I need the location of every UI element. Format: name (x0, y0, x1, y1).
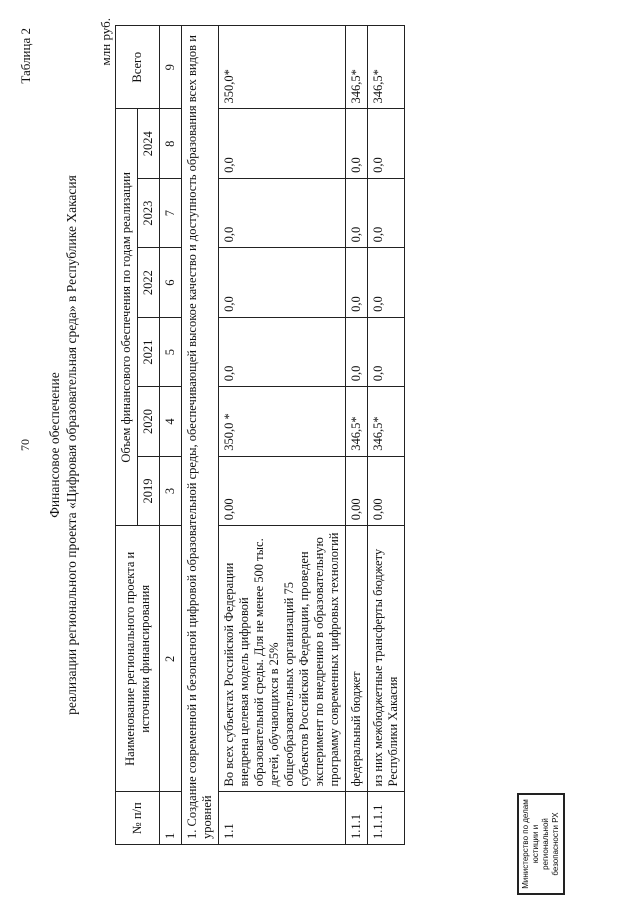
row-value: 0,0 (368, 109, 405, 178)
column-number: 3 (160, 456, 182, 525)
row-value: 0,0 (219, 248, 346, 317)
row-number: 1.1 (219, 792, 346, 845)
ministry-stamp (517, 793, 565, 895)
row-value: 0,0 (219, 317, 346, 386)
table-row (368, 26, 405, 845)
row-number: 1.1.1 (346, 792, 368, 845)
row-total: 350,0* (219, 26, 346, 109)
header-year: 2020 (138, 387, 160, 456)
row-value: 346,5* (346, 387, 368, 456)
header-no: № п/п (116, 792, 160, 845)
table-row (219, 26, 346, 845)
header-row-1 (116, 26, 138, 845)
column-number: 6 (160, 248, 182, 317)
row-value: 0,0 (219, 109, 346, 178)
table-row (346, 26, 368, 845)
row-value: 0,00 (368, 456, 405, 525)
row-value: 0,0 (368, 317, 405, 386)
column-number: 4 (160, 387, 182, 456)
row-total: 346,5* (368, 26, 405, 109)
unit-label: млн руб. (98, 18, 113, 66)
stamp-line: безопасности РХ (551, 812, 560, 876)
row-total: 346,5* (346, 26, 368, 109)
row-value: 0,0 (346, 248, 368, 317)
header-name: Наименование регионального проекта и источники финансирования (116, 526, 160, 792)
header-year: 2021 (138, 317, 160, 386)
row-value: 0,0 (346, 178, 368, 247)
header-total: Всего (116, 26, 160, 109)
row-value: 346,5* (368, 387, 405, 456)
column-number: 8 (160, 109, 182, 178)
row-value: 0,0 (219, 178, 346, 247)
row-value: 0,0 (368, 248, 405, 317)
column-number: 2 (160, 526, 182, 792)
row-name: из них межбюджетные трансферты бюджету Республики Хакасия (368, 526, 405, 792)
row-name: федеральный бюджет (346, 526, 368, 792)
header-year: 2024 (138, 109, 160, 178)
row-value: 0,0 (346, 109, 368, 178)
header-year: 2019 (138, 456, 160, 525)
column-number: 1 (160, 792, 182, 845)
stamp-line: Министерство по делам (521, 799, 530, 889)
title-line-2: реализации регионального проекта «Цифровая образовательная среда» в Республике Хакасия (64, 175, 79, 715)
header-volume: Объем финансового обеспечения по годам реализации (116, 109, 138, 526)
header-year: 2022 (138, 248, 160, 317)
row-name: Во всех субъектах Российской Федерации внедрена целевая модель цифровой образовательной среды. Для не менее 500 тыс. детей, обучающихся в 25% общеобразовательных организаций 75 субъектов Российской Федерации, проведен эксперимент по внедрению в образовательную программу современных цифровых технологий (219, 526, 346, 792)
table-label: Таблица 2 (18, 28, 33, 84)
stamp-line: юстиции и региональной (531, 818, 550, 870)
title-line-1: Финансовое обеспечение (47, 372, 62, 518)
document-title (46, 125, 80, 765)
row-value: 0,0 (368, 178, 405, 247)
row-value: 0,0 (346, 317, 368, 386)
column-number: 9 (160, 26, 182, 109)
header-year: 2023 (138, 178, 160, 247)
column-numbers-row (160, 26, 182, 845)
section-title: 1. Создание современной и безопасной цифровой образовательной среды, обеспечивающей высокое качество и доступность образования всех видов и уровней (182, 26, 219, 845)
financing-table (115, 25, 405, 845)
page-number: 70 (18, 439, 32, 451)
section-row (182, 26, 219, 845)
column-number: 5 (160, 317, 182, 386)
row-number: 1.1.1.1 (368, 792, 405, 845)
row-value: 0,00 (346, 456, 368, 525)
row-value: 0,00 (219, 456, 346, 525)
row-value: 350,0 * (219, 387, 346, 456)
column-number: 7 (160, 178, 182, 247)
